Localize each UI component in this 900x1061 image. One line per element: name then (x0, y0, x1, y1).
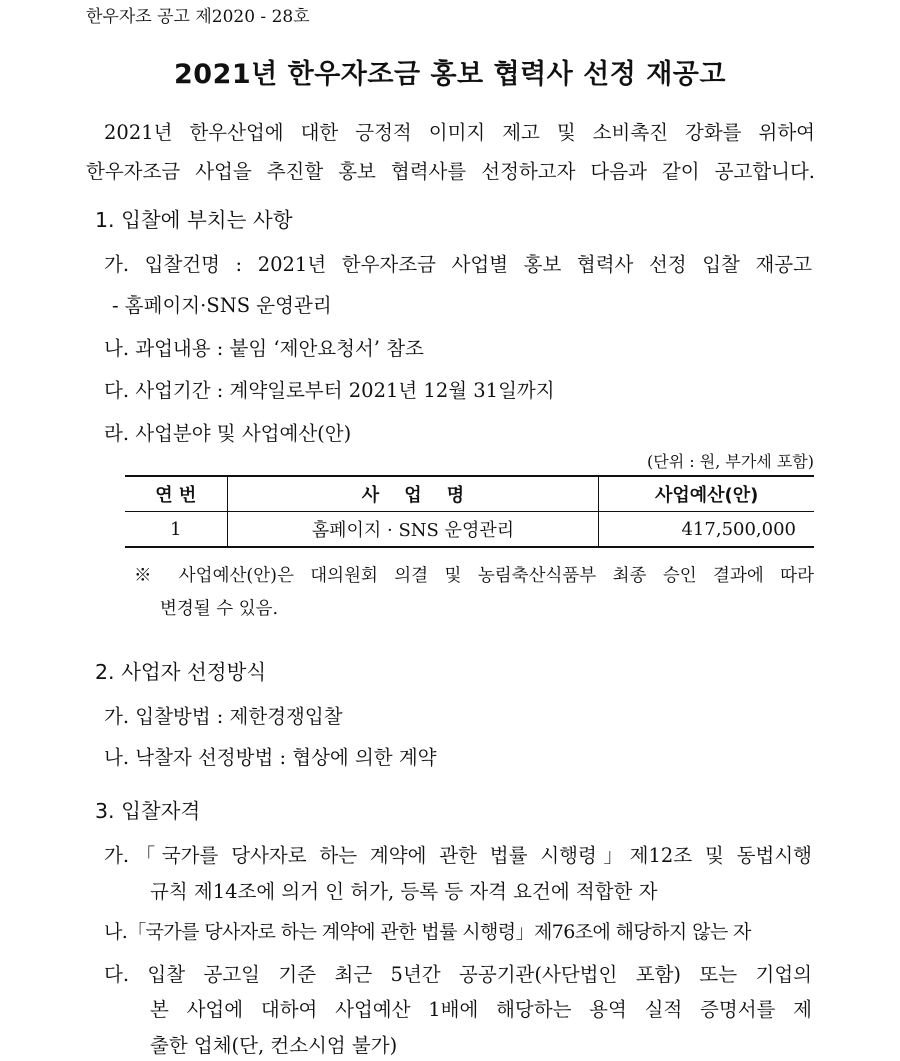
section-2-item-na: 나. 낙찰자 선정방법 : 협상에 의한 계약 (104, 746, 437, 769)
intro-line-1: 2021년 한우산업에 대한 긍정적 이미지 제고 및 소비촉진 강화를 위하여 (104, 121, 815, 144)
notice-number: 한우자조 공고 제2020 - 28호 (86, 7, 310, 27)
budget-table (125, 475, 814, 548)
unit-note: (단위 : 원, 부가세 포함) (647, 452, 814, 471)
section-1-item-ga: 가. 입찰건명 : 2021년 한우자조금 사업별 홍보 협력사 선정 입찰 재공고 (104, 253, 812, 276)
section-2-item-ga: 가. 입찰방법 : 제한경쟁입찰 (104, 705, 343, 728)
column-header-budget: 사업예산(안) (599, 476, 814, 512)
cell-budget: 417,500,000 (599, 512, 814, 548)
cell-project: 홈페이지 · SNS 운영관리 (227, 512, 599, 548)
cell-number: 1 (170, 518, 182, 540)
section-3-item-da-cont-1: 본 사업에 대하여 사업예산 1배에 해당하는 용역 실적 증명서를 제 (150, 998, 812, 1021)
section-2-heading: 2. 사업자 선정방식 (95, 660, 267, 684)
section-3-item-ga-cont: 규칙 제14조에 의거 인 허가, 등록 등 자격 요건에 적합한 자 (150, 880, 658, 903)
section-3-heading: 3. 입찰자격 (95, 799, 201, 823)
section-3-item-ga: 가.「국가를 당사자로 하는 계약에 관한 법률 시행령」제12조 및 동법시행 (104, 844, 812, 867)
budget-note-line-1: ※ 사업예산(안)은 대의원회 의결 및 농림축산식품부 최종 승인 결과에 따라 (134, 566, 814, 586)
section-1-heading: 1. 입찰에 부치는 사항 (95, 208, 293, 232)
table-row (125, 512, 814, 548)
section-3-item-da-cont-2: 출한 업체(단, 컨소시엄 불가) (150, 1034, 398, 1057)
column-header-project: 사 업 명 (227, 476, 599, 512)
section-1-item-da: 다. 사업기간 : 계약일로부터 2021년 12월 31일까지 (104, 379, 555, 402)
intro-line-2: 한우자조금 사업을 추진할 홍보 협력사를 선정하고자 다음과 같이 공고합니다. (86, 160, 815, 183)
page-title: 2021년 한우자조금 홍보 협력사 선정 재공고 (174, 59, 726, 90)
table-header-row (125, 476, 814, 512)
section-3-item-na: 나.「국가를 당사자로 하는 계약에 관한 법률 시행령」제76조에 해당하지 않는 자 (104, 921, 751, 943)
budget-note-line-2: 변경될 수 있음. (160, 599, 279, 619)
column-header-number: 연 번 (125, 476, 227, 512)
section-1-item-ra: 라. 사업분야 및 사업예산(안) (104, 422, 352, 445)
section-1-item-ga-cont: - 홈페이지·SNS 운영관리 (112, 294, 332, 317)
section-3-item-da: 다. 입찰 공고일 기준 최근 5년간 공공기관(사단법인 포함) 또는 기업의 (104, 963, 812, 986)
section-1-item-na: 나. 과업내용 : 붙임 ‘제안요청서’ 참조 (104, 337, 424, 360)
